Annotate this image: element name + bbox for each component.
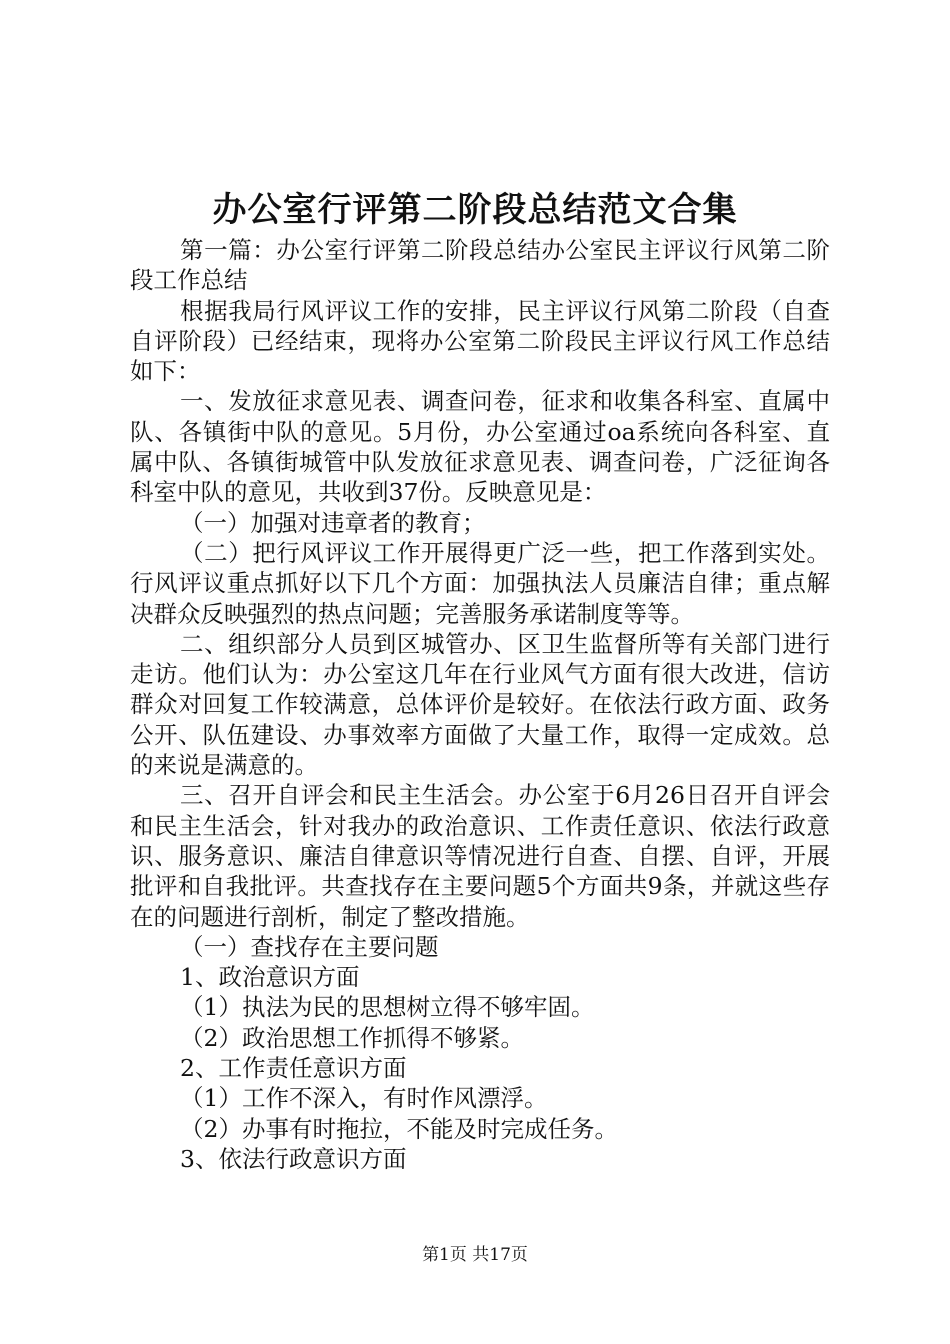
intro-paragraph: 根据我局行风评议工作的安排，民主评议行风第二阶段（自查自评阶段）已经结束，现将办公室第二阶段民主评议行风工作总结如下： xyxy=(130,296,830,386)
list-subitem: （2）办事有时拖拉，不能及时完成任务。 xyxy=(180,1114,618,1143)
body-paragraph-1: 一、发放征求意见表、调查问卷，征求和收集各科室、直属中队、各镇街中队的意见。5月份，办公室通过oa系统向各科室、直属中队、各镇街城管中队发放征求意见表、调查问卷，广泛征询各科室中队的意见，共收到37份。反映意见是： xyxy=(130,387,830,507)
document-body xyxy=(130,235,830,1174)
body-paragraph-2: 二、组织部分人员到区城管办、区卫生监督所等有关部门进行走访。他们认为：办公室这几年在行业风气方面有很大改进，信访群众对回复工作较满意，总体评价是较好。在依法行政方面、政务公开、队伍建设、办事效率方面做了大量工作，取得一定成效。总的来说是满意的。 xyxy=(130,629,830,780)
list-item-lawful-admin: 3、依法行政意识方面 xyxy=(180,1144,407,1173)
page-number-footer: 第1页 共17页 xyxy=(422,1245,528,1265)
list-item-political: 1、政治意识方面 xyxy=(180,963,360,992)
list-subitem: （2）政治思想工作抓得不够紧。 xyxy=(180,1023,524,1052)
opinion-item-2: （二）把行风评议工作开展得更广泛一些，把工作落到实处。行风评议重点抓好以下几个方面：加强执法人员廉洁自律；重点解决群众反映强烈的热点问题；完善服务承诺制度等等。 xyxy=(130,538,830,628)
subheading-problems: （一）查找存在主要问题 xyxy=(180,932,439,961)
opinion-item-1: （一）加强对违章者的教育； xyxy=(180,508,486,537)
document-title: 办公室行评第二阶段总结范文合集 xyxy=(212,190,738,230)
list-item-responsibility: 2、工作责任意识方面 xyxy=(180,1054,407,1083)
list-subitem: （1）工作不深入，有时作风漂浮。 xyxy=(180,1084,548,1113)
body-paragraph-3: 三、召开自评会和民主生活会。办公室于6月26日召开自评会和民主生活会，针对我办的政治意识、工作责任意识、依法行政意识、服务意识、廉洁自律意识等情况进行自查、自摆、自评，开展批评和自我批评。共查找存在主要问题5个方面共9条，并就这些存在的问题进行剖析，制定了整改措施。 xyxy=(130,781,830,931)
section-heading-paragraph: 第一篇：办公室行评第二阶段总结办公室民主评议行风第二阶段工作总结 xyxy=(130,236,830,295)
list-subitem: （1）执法为民的思想树立得不够牢固。 xyxy=(180,993,595,1022)
